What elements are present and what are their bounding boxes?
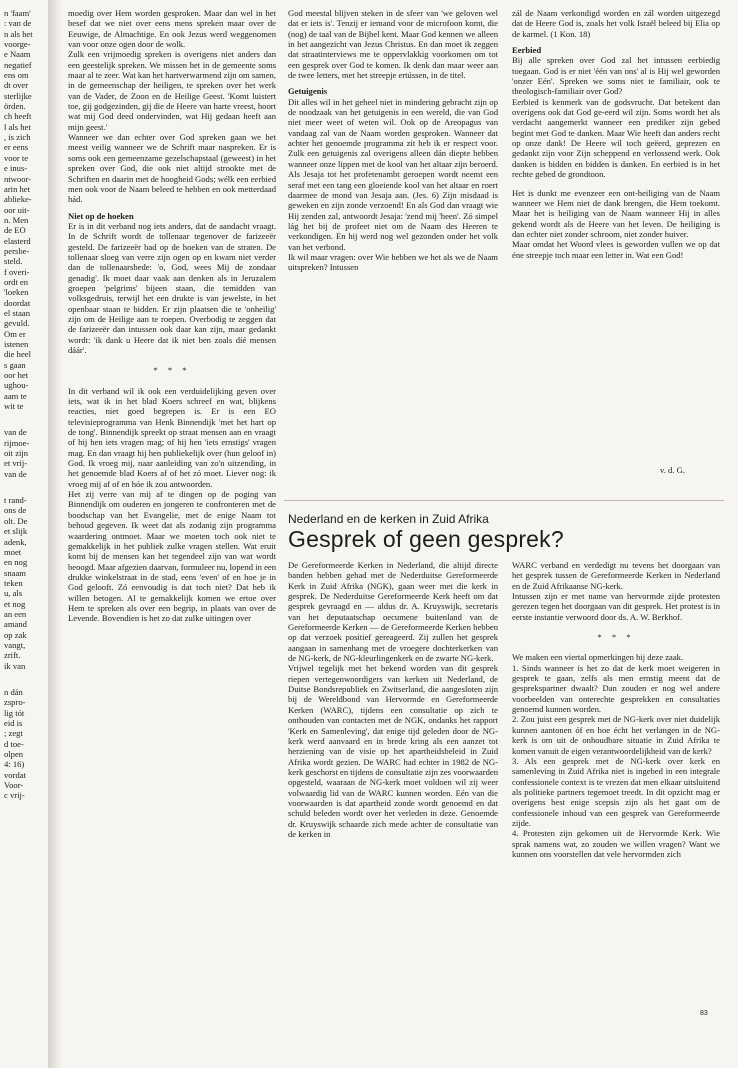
cropped-lines-a [4,8,48,411]
paragraph: 2. Zou juist een gesprek met de NG-kerk over niet duidelijk kunnen aantonen óf en hoe écht het verlangen in de NG-kerk is om uit de onhoudbare situatie in Zuid Afrika te komen vanuit de eigen verantwoordelijkheid van de kerk? [512,714,720,756]
cropped-line: adenk, [4,536,27,547]
cropped-line: snaam [4,567,26,578]
cropped-line: van de [4,468,27,479]
cropped-line: vangt, [4,639,26,650]
cropped-left-column [4,8,48,1008]
cropped-lines-c [4,495,48,671]
cropped-line: t rand- [4,495,27,506]
cropped-line: ; zegt [4,728,23,739]
article-column-4 [288,560,498,1030]
cropped-line: olpen [4,749,24,760]
cropped-line: de EO [4,225,26,236]
paragraph: Intussen zijn er met name van hervormde zijde protesten gerezen tegen het doorgaan van dit gesprek. Het protest is in eerste instantie verwoord door ds. A. W. Berkhof. [512,591,720,622]
paragraph: Het zij verre van mij af te dingen op de poging van Binnendijk om ouderen en jongeren te confronteren met de boodschap van het Evangelie, met de enige Naam tot behoud gegeven. Ik weet dat als zodanig zijn programma waardering ontmoet. Maar we moeten toch ook niet te gemakkelijk in het publiek zulke vragen stellen. Wat eruit komt bij de mensen kan het tegendeel zijn van wat wordt beoogd. Maar afgezien daarvan, formuleer nu, lopend in een drukke winkelstraat in de stad, eens 'even' of en hoe je in God gelooft. Zó eenvoudig is dat toch niet? Dat heb ik willen betogen. Al te gemakkelijk komen we ertoe over Hem te spreken als over een begrip, in plaats van over de Levende. Bovendien is het zo dat zulke uitingen over [68,489,276,624]
paragraph: Er is in dit verband nog iets anders, dat de aandacht vraagt. In de Schrift wordt de tollenaar tegenover de farizeeër gesteld. De farizeeër bad op de hoeken van de straten. De tollenaar sloeg van verre zijn ogen op en kwam niet verder dan de tollenaarsbede: 'o, God, wees Mij de zondaar genadig'. Ik moet daar vaak aan denken als in Jeruzalem groepen 'pelgrims' bijeen staan, die temidden van volksgedruis, terwijl het een drukte is van jewelste, in het openbaar staan te bidden. Er zijn plaatsen die te 'onheilig' zijn om de Heilige aan te roepen. Overbodig te zeggen dat de farizeeër dan intussen ook daar kan zijn, maar gedankt wordt: 'ik dank u Heere dat ik niet ben zoals díé mensen dáár'. [68,220,276,355]
cropped-line: oor het [4,370,29,381]
cropped-line: en nog [4,557,28,568]
cropped-line: , is zich [4,132,31,143]
cropped-line: istenen [4,339,29,349]
section-rule [284,500,724,501]
cropped-line: eid is [4,718,23,728]
cropped-line: ablieke- [4,194,32,205]
cropped-lines-b [4,427,48,479]
paragraph: We maken een viertal opmerkingen bij deze zaak. [512,652,684,663]
paragraph: 1. Sinds wanneer is het zo dat de kerk moet weigeren in gesprek te gaan, zelfs als men ernstig meent dat de gesprekspartner dwaalt? Dan zouden er nog wel andere voorbeelden van onterechte gesprekken en consultaties genoemd kunnen worden. [512,662,720,715]
article-headline: Gesprek of geen gesprek? [288,526,564,552]
cropped-line: ordt en [4,276,29,287]
cropped-line: arin het [4,183,31,194]
cropped-line: n als het [4,28,33,39]
cropped-line: steld. [4,256,23,267]
cropped-line: an een [4,608,27,619]
cropped-line: er eens [4,142,29,153]
cropped-line: wit te [4,401,24,412]
cropped-line: s gaan [4,359,26,370]
paragraph: Zulk een vrijmoedig spreken is overigens niet anders dan een geestelijk spreken. We missen het in de gemeente soms maar al te zeer. Wat kan het hartverwarmend zijn om samen, in de gemeenschap der heiligen, te spreken over het werk van de Vader, de Zoon en de Heilige Geest. 'Komt luistert toe, gij godgezinden, gij die de Heere van harte vreest, hoort wat mij God deed ondervinden, wat Hij gedaan heeft aan mijn geest.' [68,49,276,132]
cropped-line: ik van [4,660,26,671]
cropped-line: van de [4,427,27,438]
cropped-line: persbe- [4,245,30,256]
cropped-line: moet [4,546,22,557]
cropped-line: 'loeken [4,287,29,298]
cropped-line: voorge- [4,39,31,50]
paragraph: WARC verband en verdedigt nu tevens het doorgaan van het gesprek tussen de Gereformeerde Kerken in Nederland en de Zuid Afrikaanse NG-kerk. [512,560,720,591]
cropped-line: voor te [4,152,29,163]
subheading: Niet op de hoeken [68,210,134,221]
cropped-line: d toe- [4,738,24,749]
cropped-line: oit zijn [4,448,29,459]
cropped-line: n 'faam' [4,8,31,18]
paragraph: God meestal blijven steken in de sfeer van 'we geloven wel dat er iets is'. Tenzij er iemand voor de microfoon komt, die (nog) de taal van de Bijbel kent. Maar God kennen we alleen in het aangezicht van Jezus Christus. En dan moet ik zeggen dat straatinterviews me te oppervlakkig voorkomen om tot een gesprek over God te komen. Ik denk dan maar weer aan de twee letters, met het streepje ertússen, in de titel. [288,8,498,81]
cropped-line: op zak [4,629,27,640]
cropped-line: l als het [4,121,31,132]
cropped-line: die heel [4,349,31,360]
cropped-line: elasterd [4,235,31,246]
cropped-line: ch heeft [4,111,32,122]
section-divider: * * * [597,632,635,643]
article-column-2 [288,8,498,493]
cropped-line: rijmoe- [4,437,30,448]
paragraph: De Gereformeerde Kerken in Nederland, die altijd directe banden hebben gehad met de Nederduitse Gereformeerde Kerk in Zuid Afrika (NGK), gaan weer met die kerk in gesprek. De Nederduitse Gereformeerde Kerk heeft om dat gesprek gevraagd en — aldus dr. A. Kruyswijk, secretaris van het deputaatschap oecumene buitenland van de Gereformeerde Kerken — de Gereformeerde Kerken hebben op dat verzoek positief gereageerd. Zij zullen het gesprek aangaan in samenhang met de vroegere dochterkerken van de NG-kerk, de NG-kleurlingenkerk en de zwarte NG-kerk. [288,560,498,664]
cropped-line: : van de [4,18,32,29]
cropped-line: sterlijke [4,90,32,101]
cropped-line: zspro- [4,697,26,708]
cropped-line: doordat [4,297,31,308]
cropped-line: et slijk [4,526,28,537]
cropped-lines-d [4,687,48,801]
cropped-line: et vrij- [4,458,28,469]
cropped-line: Om er [4,328,26,339]
cropped-line: n. Men [4,214,29,225]
cropped-line: e inus- [4,163,28,174]
article-column-1 [68,8,276,1008]
cropped-line: ntwoor- [4,173,32,184]
cropped-line: lig tót [4,707,25,718]
cropped-line: zrift. [4,650,21,661]
paragraph: 4. Protesten zijn gekomen uit de Hervormde Kerk. Wie sprak namens wat, zo zouden we willen vragen? Want we kunnen ons voorstellen dat vele hervormden zich [512,828,720,859]
cropped-line: aam te [4,390,27,401]
section-divider: * * * [153,365,191,376]
paragraph: Bij alle spreken over God zal het intussen eerbiedig toegaan. God is er niet 'één van ons' al is Hij wel geworden 'onzer Eén'. Spreken we soms niet te familiair, ook te theologisch-familiair over God? [512,55,720,97]
cropped-line: 4: 16) [4,759,25,770]
paragraph: moedig over Hem worden gesproken. Maar dan wel in het besef dat we niet over eens mens spreken maar over de Eeuwige, de Almachtige. En ook Jezus werd weggenomen van voor onze ogen door de wolk. [68,8,276,50]
cropped-line: olt. De [4,515,28,526]
cropped-line: ens om [4,70,29,81]
cropped-line: c vrij- [4,790,25,801]
article-column-3 [512,8,720,488]
paragraph: Het is dunkt me evenzeer een ont-heiliging van de Naam wanneer we Hem niet de dank brengen, die Hem toekomt. Maar het is heiliging van de Naam wanneer Hij in alles gekend wordt als de Heere van het leven. De heiliging is dan echter niet zonder schroom, niet zonder huiver. [512,187,720,239]
subheading: Eerbied [512,45,542,56]
paragraph: Ik wil maar vragen: over Wie hebben we het als we de Naam uitspreken? Intussen [288,251,498,273]
cropped-line: amand [4,619,27,630]
paragraph: 3. Als een gesprek met de NG-kerk over kerk en samenleving in Zuid Afrika niet is ingebed in een integrale confessionele context is te vrezen dat men elkaar uitsluitend als politieke partners tegemoet treedt. In dit opzicht mag er overigens best enige scepsis zijn als het gaat om de confessionele inhoud van een gesprek van Gereformeerde zijde. [512,755,720,828]
cropped-line: el staan [4,307,31,318]
article-kicker: Nederland en de kerken in Zuid Afrika [288,512,489,526]
cropped-line: ons de [4,505,27,516]
cropped-line: f overi- [4,266,30,277]
cropped-line: negatief [4,59,32,70]
cropped-line: gevuld. [4,318,30,329]
paragraph: zál de Naam verkondigd worden en zál worden uitgezegd dat de Heere God is, zoals het volk Israël beleed bij Elia op de karmel. (1 Kon. 18) [512,8,720,39]
cropped-line: ughou- [4,380,29,391]
page-number: 83 [700,1010,708,1017]
paragraph: Eerbied is kenmerk van de godsvrucht. Dat betekent dan overigens ook dat God ge-eerd wil zijn. Soms wordt het als verdacht aangemerkt wanneer een prediker zijn gebed begint met God te danken. Maar Wie heeft dan anders recht op onze dank! De Heere wil toch geëerd, geprezen en gedankt zijn voor Zijn scheppend en verlossend werk. Ook danken is bidden en bidden is danken. En eerbied is in het rechte gebed de grondtoon. [512,96,720,180]
binding-gutter [48,0,62,1068]
cropped-line: vordat [4,769,26,780]
paragraph: Wanneer we dan echter over God spreken gaan we het meest veilig wanneer we de Schrift maar naspreken. Er is soms ook een gemeenzame gezelschapstaal (geweest) in het spreken over God, die ook niet altijd strookte met de Schriften en daarin met de hoogheid Gods; wélk een eerbied men ook voor de Naam beleed te hebben en ook metterdaad hád. [68,132,276,205]
cropped-line: örden. [4,101,26,112]
cropped-line: et nog [4,598,26,609]
cropped-line: dt over [4,80,29,91]
paragraph: Dit alles wil in het geheel niet in mindering gebracht zijn op de noodzaak van het getuigenis in een wereld, die van God niet meer weet of weten wil. Ook op de Areopagus van vandaag zal van de Naam worden gesproken. Wanneer dat achter het genoemde programma zit heb ik er respect voor. Zulk een getuigenis zal overigens alleen dán diepte hebben wanneer onze lippen met de kool van het altaar zijn beroerd. Als Jesaja tot het profetenambt geroepen wordt neemt een seraf met een tang een gloeiende kool van het altaar en roert daarmee de mond van Jesaja aan. (Jes. 6) Zijn misdaad is geweken en zijn zonde verzoend! En als God dan vraagt wie Hij zenden zal, antwoordt Jesaja: 'zend mij 'heen'. Zó simpel lág het bij de profeet niet om de Naam des Heeren te verkondigen. En hij werd nog wel gezonden onder het volk van het verbond. [288,96,498,252]
paragraph: Maar omdat het Woord vlees is geworden vullen we op dat éne streepje toch maar een letter in. Wat een God! [512,239,720,260]
paragraph: In dit verband wil ik ook een verduidelijking geven over iets, wat ik in het blad Koers schreef en wat, blijkens reacties, niet goed begrepen is. Er is een EO televisieprogramma van Henk Binnendijk 'met het hart op de tong'. Binnendijk spreekt op straat mensen aan en vraagt of hij hen iets vragen mag; of hij hen 'iets ernstigs' vragen mag. En dan vraagt hij hen publiekelijk over (hun geloof in) God. Ik vroeg mij, naar aanleiding van zo'n uitzending, in het genoemde blad Koers af of het zó moet. Liever nog: ik vroeg mij af of en hóe ik zou antwoorden. [68,385,276,489]
article-column-5 [512,560,720,1015]
cropped-line: teken [4,577,23,588]
author-signature: v. d. G. [660,465,685,475]
cropped-line: oor uit- [4,204,30,215]
subheading: Getuigenis [288,86,328,97]
cropped-line: n dán [4,686,23,697]
cropped-line: Voor- [4,780,24,791]
paragraph: Vrijwel tegelijk met het bekend worden van dit gesprek riepen vertegenwoordigers van kerken uit Nederland, de Duitse Bondsrepubliek en Zwitserland, die aangesloten zijn bij de Wereldbond van Hervormde en Gereformeerde Kerken (WARC), tijdens een consultatie op zich te onthouden van contacten met de NGK, ondanks het rapport 'Kerk en Samenleving', dat enige tijd geleden door de NG-kerk werd aanvaard en in brede kring als een aanzet tot herziening van de visie op het apartheidsbeleid in Zuid Afrika wordt gezien. De WARC had echter in 1982 de NG-kerk geschorst en tijdens de consultatie zijn zes voorwaarden opgesteld, waaraan de NG-kerk moet voldoen wil zij weer volwaardig lid van de WARC kunnen worden. Eén van die voorwaarden is dat apartheid zonde wordt genoemd en dat schuld beleden wordt over het verleden in deze. Genoemde dr. Kruyswijk schaarde zich mede achter de consultatie van de kerken in [288,663,498,839]
cropped-line: e Naam [4,49,31,60]
cropped-line: u, als [4,588,23,599]
